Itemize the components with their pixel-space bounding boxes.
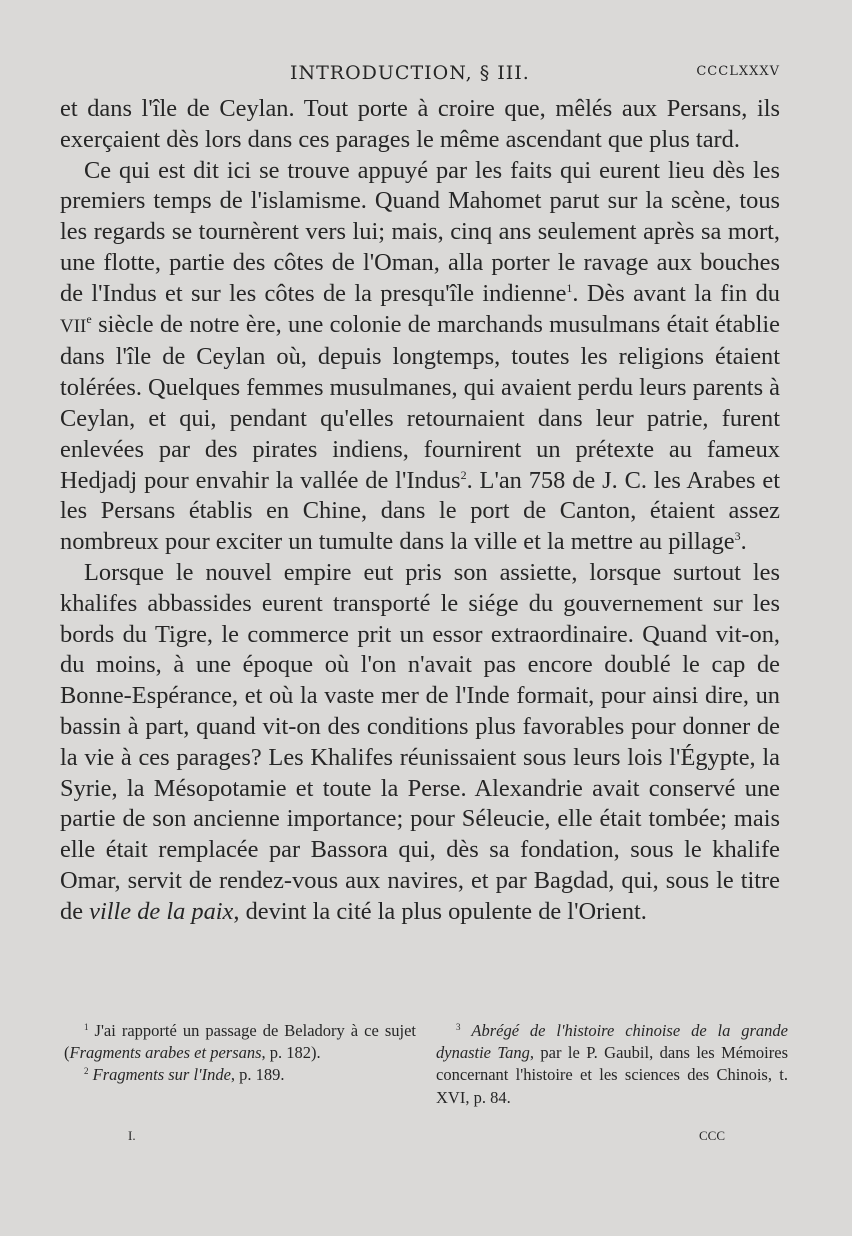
- paragraph-2-text-e: .: [740, 528, 747, 556]
- paragraph-3: [60, 558, 780, 928]
- footnotes: [64, 1020, 788, 1109]
- paragraph-2-text-b: . Dès avant la fin du: [572, 279, 780, 307]
- page-number: CCCLXXXV: [696, 64, 780, 79]
- paragraph-2-text-a: Ce qui est dit ici se trouve appuyé par les faits qui eurent lieu dès les premiers temps de l'islamisme. Quand Mahomet parut sur la scène, tous les regards se tournèrent vers lui; mais, cinq ans seulement après sa mort, une flotte, partie des côtes de l'Oman, alla porter le ravage aux bouches de l'Indus et sur les côtes de la presqu'île indienne: [60, 156, 780, 307]
- signature-mark-left: I.: [128, 1128, 136, 1143]
- paragraph-2-text-c: siècle de notre ère, une colonie de marchands musulmans était établie dans l'île de Ceylan où, depuis longtemps, toutes les religions étaient tolérées. Quelques femmes musulmanes, qui avaient perdu leurs parents à Ceylan, et qui, pendant qu'elles retournaient dans leur patrie, furent enlevées par des pirates indiens, fournirent un prétexte au fameux Hedjadj pour envahir la vallée de l'Indus: [60, 310, 780, 494]
- paragraph-3-text-b: , devint la cité la plus opulente de l'Orient.: [233, 897, 647, 925]
- footnote-1: [64, 1020, 416, 1064]
- footnote-ref-3: 3: [734, 529, 741, 544]
- footnote-2-mark: 2: [84, 1066, 89, 1077]
- footnote-1-text-a: J'ai rapporté un passage de Beladory à ce sujet (: [64, 1021, 416, 1063]
- running-title: INTRODUCTION, § III.: [290, 62, 530, 84]
- century-numeral: VII: [60, 315, 87, 337]
- footnotes-left-column: [64, 1020, 416, 1109]
- footnote-3-italic: Abrégé de l'histoire chinoise de la grande dynastie Tang: [436, 1021, 788, 1063]
- footnote-ref-2: 2: [460, 467, 467, 482]
- footnote-3-text: , par le P. Gaubil, dans les Mémoires concernant l'histoire et les sciences des Chinois, t. XVI, p. 84.: [436, 1043, 788, 1107]
- main-text: [60, 94, 780, 928]
- signature-mark-right: CCC: [699, 1128, 726, 1143]
- footnote-3-mark: 3: [456, 1022, 461, 1032]
- footnote-1-mark: 1: [84, 1022, 89, 1032]
- paragraph-1-text: et dans l'île de Ceylan. Tout porte à croire que, mêlés aux Persans, ils exerçaient dès lors dans ces parages le même ascendant que plus tard.: [60, 95, 780, 153]
- italic-phrase: ville de la paix: [89, 897, 234, 925]
- running-header: [60, 62, 780, 90]
- footnote-2: [64, 1064, 416, 1086]
- footnote-ref-1: 1: [566, 280, 573, 295]
- paragraph-2-text-d: . L'an 758 de J. C. les Arabes et les Persans établis en Chine, dans le port de Canton, étaient assez nombreux pour exciter un tumulte dans la ville et la mettre au pillage: [60, 466, 780, 556]
- footnote-3: [436, 1020, 788, 1109]
- paragraph-1: [60, 94, 780, 156]
- footnote-2-italic: Fragments sur l'Inde: [92, 1065, 231, 1085]
- paragraph-3-text-a: Lorsque le nouvel empire eut pris son assiette, lorsque surtout les khalifes abbassides eurent transporté le siége du gouvernement sur les bords du Tigre, le commerce prit un essor extraordinaire. Quand vit-on, du moins, à une époque où l'on n'avait pas encore doublé le cap de Bonne-Espérance, et où la vaste mer de l'Inde formait, pour ainsi dire, un bassin à part, quand vit-on des conditions plus favorables pour donner de la vie à ces parages? Les Khalifes réunissaient sous leurs lois l'Égypte, la Syrie, la Mésopotamie et toute la Perse. Alexandrie avait conservé une partie de son ancienne importance; pour Séleucie, elle était tombée; mais elle était remplacée par Bassora qui, dès sa fondation, sous le khalife Omar, servit de rendez-vous aux navires, et par Bagdad, qui, sous le titre de: [60, 558, 780, 925]
- footnotes-right-column: [436, 1020, 788, 1109]
- footnote-2-text: , p. 189.: [230, 1065, 285, 1085]
- paragraph-2: [60, 156, 780, 558]
- footnote-1-italic: Fragments arabes et persans: [69, 1043, 262, 1063]
- footnote-1-text-b: , p. 182).: [261, 1043, 321, 1063]
- century-suffix: e: [86, 311, 92, 326]
